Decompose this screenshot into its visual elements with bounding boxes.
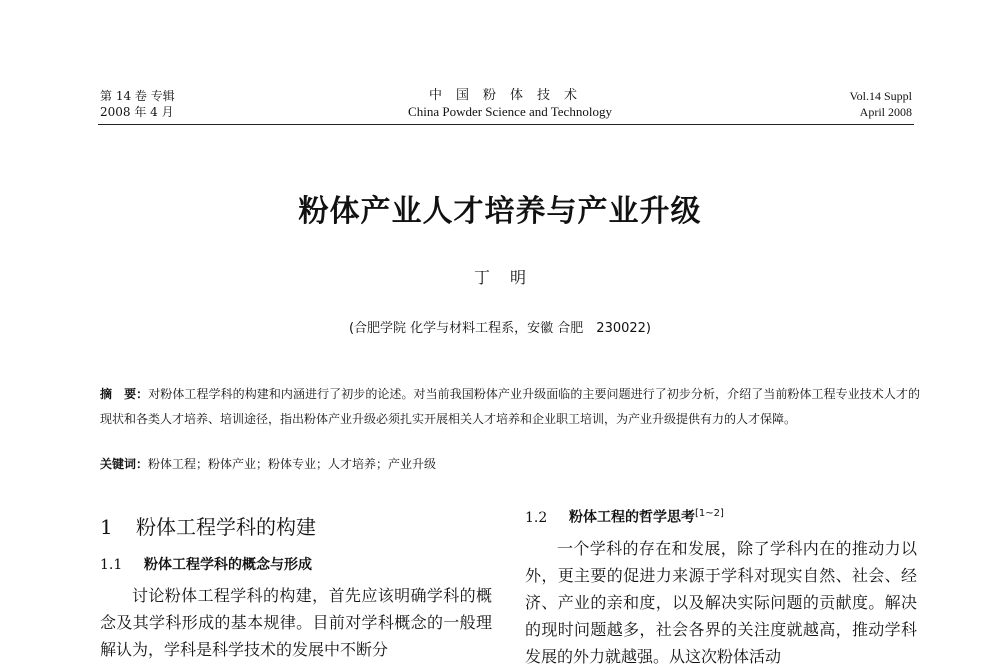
abstract-text: 对粉体工程学科的构建和内涵进行了初步的论述。对当前我国粉体产业升级面临的主要问题进行了初步分析，介绍了当前粉体工程专业技术人才的现状和各类人才培养、培训途径，指出粉体产业升级必须扎实开展相关人才培养和企业职工培训，为产业升级提供有力的人才保障。 <box>100 387 920 426</box>
section-heading <box>100 512 492 542</box>
citation-ref: [1~2] <box>695 508 724 519</box>
header-journal-name <box>360 88 660 120</box>
header-volume-info-en <box>850 88 912 120</box>
subsection-number: 1.1 <box>100 557 123 573</box>
body-paragraph: 一个学科的存在和发展，除了学科内在的推动力以外，更主要的促进力来源于学科对现实自然、社会、经济、产业的亲和度，以及解决实际问题的贡献度。解决的现时问题越多，社会各界的关注度就越高，推动学科发展的外力就越强。从这次粉体活动 <box>525 538 917 666</box>
section-number: 1 <box>100 515 113 539</box>
paper-title: 粉体产业人才培养与产业升级 <box>298 194 702 229</box>
abstract <box>100 382 920 432</box>
paper-author: 丁明 <box>473 268 546 287</box>
header-volume: 第 14 卷 专辑 <box>100 89 175 103</box>
left-column <box>100 512 492 663</box>
header-rule <box>98 124 914 125</box>
header-date: 2008 年 4 月 <box>100 105 174 119</box>
header-volume-en: Vol.14 Suppl <box>849 89 912 103</box>
right-column <box>525 503 917 670</box>
header-volume-info <box>100 88 175 120</box>
keywords-label: 关键词： <box>100 457 149 471</box>
body-paragraph: 讨论粉体工程学科的构建，首先应该明确学科的概念及其学科形成的基本规律。目前对学科概念的一般理解认为，学科是科学技术的发展中不断分 <box>100 586 492 659</box>
author-affiliation: (合肥学院 化学与材料工程系，安徽 合肥 230022) <box>348 321 652 336</box>
abstract-label: 摘 要： <box>100 387 149 401</box>
section-title: 粉体工程学科的构建 <box>136 515 316 539</box>
journal-name-en: China Powder Science and Technology <box>408 104 612 119</box>
keywords <box>100 454 920 474</box>
keywords-text: 粉体工程；粉体产业；粉体专业；人才培养；产业升级 <box>148 457 437 471</box>
journal-name-cn: 中国粉体技术 <box>428 88 591 103</box>
subsection-title: 粉体工程学科的概念与形成 <box>144 557 312 573</box>
subsection-heading <box>100 554 492 576</box>
subsection-heading <box>525 503 917 529</box>
header-date-en: April 2008 <box>859 105 912 119</box>
subsection-title: 粉体工程的哲学思考 <box>569 509 695 526</box>
subsection-number: 1.2 <box>525 509 548 526</box>
